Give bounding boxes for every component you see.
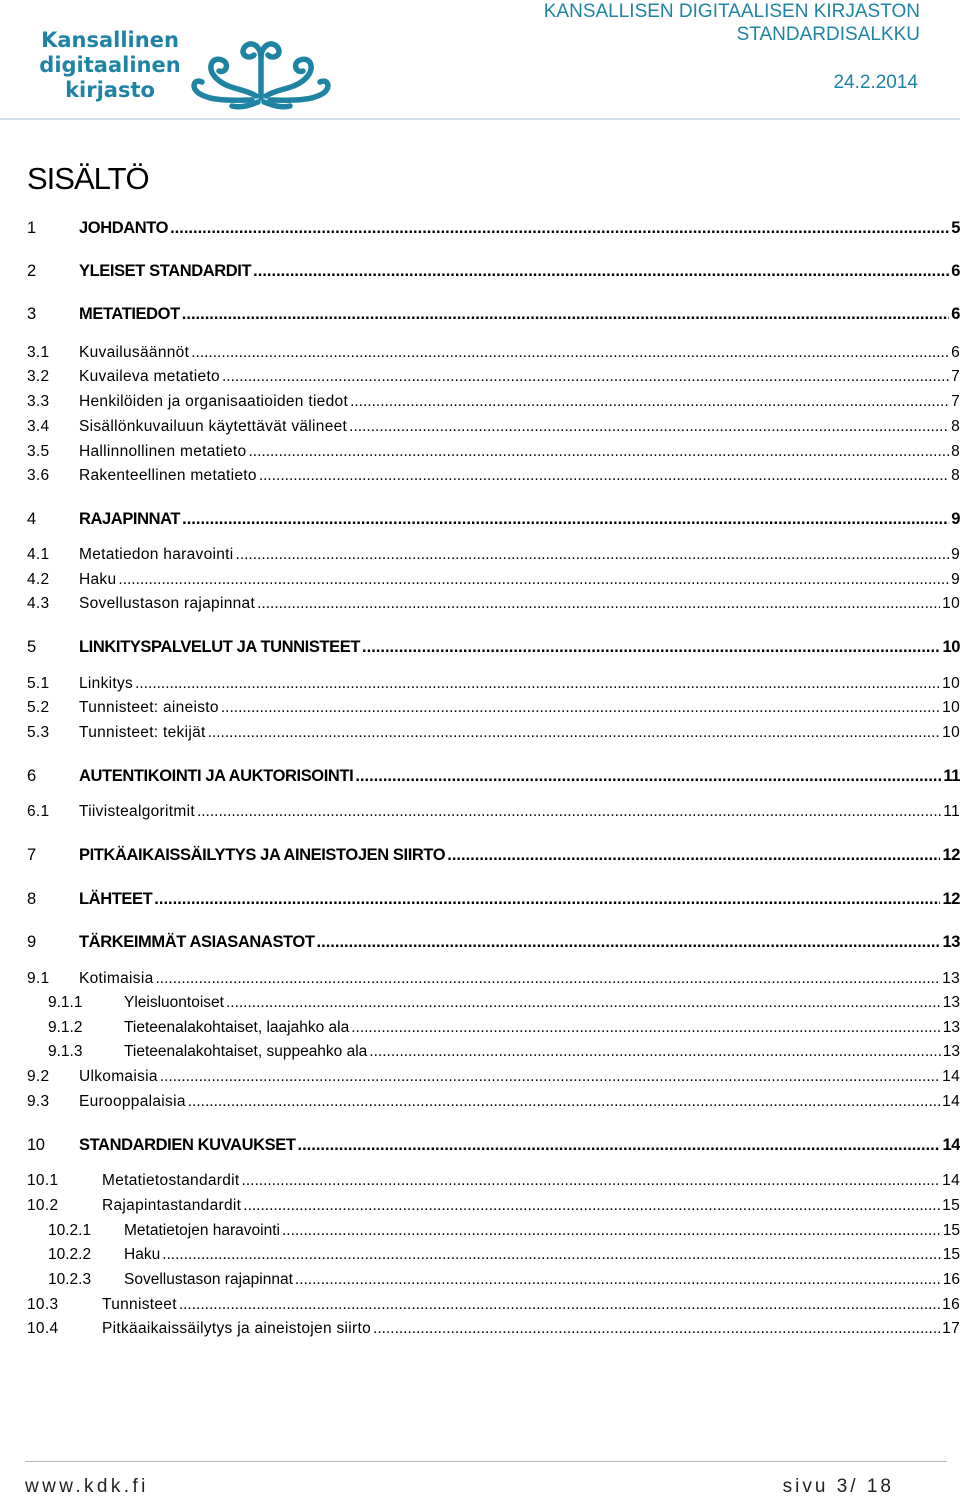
toc-entry-number: 10.2.3 — [48, 1271, 92, 1288]
toc-entry-label: Haku — [79, 571, 117, 588]
toc-dot-leader — [226, 993, 941, 1013]
toc-entry-label: Kuvaileva metatieto — [79, 368, 220, 385]
toc-entry-number: 4.3 — [27, 595, 50, 612]
toc-dot-leader — [182, 509, 949, 529]
toc-entry-number: 6.1 — [27, 803, 50, 820]
toc-entry-page: 11 — [943, 803, 960, 820]
toc-entry-section[interactable] — [27, 1067, 960, 1087]
toc-entry-page: 15 — [942, 1197, 960, 1214]
toc-entry-label: Sovellustason rajapinnat — [79, 595, 256, 612]
toc-entry-page: 10 — [942, 638, 960, 656]
toc-entry-page: 13 — [942, 1043, 960, 1060]
toc-entry-page: 15 — [942, 1222, 960, 1239]
toc-entry-label: Tunnisteet: tekijät — [79, 724, 206, 741]
toc-entry-chapter[interactable] — [27, 766, 960, 786]
toc-dot-leader — [156, 969, 941, 989]
toc-entry-section[interactable] — [27, 1171, 960, 1191]
toc-entry-label: Metatietostandardit — [102, 1172, 240, 1189]
toc-entry-label: Tunnisteet: aineisto — [79, 699, 219, 716]
toc-entry-section[interactable] — [27, 1042, 960, 1062]
toc-entry-number: 10.2.2 — [48, 1246, 92, 1263]
toc-entry-section[interactable] — [27, 392, 960, 412]
toc-entry-page: 7 — [951, 368, 960, 385]
toc-entry-section[interactable] — [27, 466, 960, 486]
footer-website[interactable]: www.kdk.fi — [25, 1476, 149, 1497]
toc-entry-number: 3.4 — [27, 418, 50, 435]
toc-entry-section[interactable] — [27, 417, 960, 437]
toc-entry-page: 17 — [942, 1320, 960, 1337]
toc-entry-number: 10.2 — [27, 1197, 59, 1214]
toc-dot-leader — [170, 218, 949, 238]
toc-entry-label: Kuvailusäännöt — [79, 344, 190, 361]
toc-entry-label: METATIEDOT — [79, 305, 180, 323]
toc-dot-leader — [197, 802, 941, 822]
toc-dot-leader — [222, 367, 949, 387]
toc-entry-number: 8 — [27, 890, 36, 908]
toc-entry-page: 7 — [951, 393, 960, 410]
toc-dot-leader — [162, 1245, 941, 1265]
logo-line: Kansallinen — [41, 28, 179, 52]
toc-entry-section[interactable] — [27, 698, 960, 718]
toc-dot-leader — [135, 674, 940, 694]
toc-entry-label: Eurooppalaisia — [79, 1093, 186, 1110]
toc-entry-label: Linkitys — [79, 675, 134, 692]
document-title: KANSALLISEN DIGITAALISEN KIRJASTON STANDARDISALKKU — [543, 1, 920, 45]
document-date: 24.2.2014 — [833, 72, 918, 93]
toc-dot-leader — [373, 1319, 940, 1339]
toc-entry-number: 10.3 — [27, 1296, 59, 1313]
kdk-logo — [30, 28, 340, 114]
toc-entry-label: LINKITYSPALVELUT JA TUNNISTEET — [79, 638, 361, 656]
toc-entry-section[interactable] — [27, 723, 960, 743]
toc-entry-label: Sovellustason rajapinnat — [124, 1271, 293, 1288]
toc-entry-number: 6 — [27, 767, 36, 785]
toc-entry-section[interactable] — [27, 969, 960, 989]
toc-entry-number: 10.1 — [27, 1172, 59, 1189]
toc-dot-leader — [349, 417, 949, 437]
toc-entry-label: AUTENTIKOINTI JA AUKTORISOINTI — [79, 767, 354, 785]
toc-entry-label: Rakenteellinen metatieto — [79, 467, 257, 484]
toc-dot-leader — [369, 1042, 940, 1062]
toc-entry-number: 4.1 — [27, 546, 50, 563]
toc-entry-label: Pitkäaikaissäilytys ja aineistojen siirto — [102, 1320, 372, 1337]
toc-entry-number: 9 — [27, 933, 36, 951]
toc-entry-page: 6 — [951, 262, 960, 280]
toc-entry-number: 9.1.1 — [48, 994, 83, 1011]
toc-entry-number: 9.2 — [27, 1068, 50, 1085]
toc-entry-number: 3 — [27, 305, 36, 323]
toc-entry-section[interactable] — [27, 1092, 960, 1112]
toc-entry-number: 5.1 — [27, 675, 50, 692]
toc-entry-number: 4 — [27, 510, 36, 528]
toc-entry-section[interactable] — [27, 1245, 960, 1265]
toc-dot-leader — [350, 392, 949, 412]
toc-entry-section[interactable] — [27, 594, 960, 614]
toc-entry-number: 3.1 — [27, 344, 50, 361]
toc-entry-page: 13 — [942, 994, 960, 1011]
toc-dot-leader — [447, 845, 940, 865]
toc-entry-page: 16 — [942, 1296, 960, 1313]
toc-dot-leader — [351, 1018, 941, 1038]
toc-entry-number: 3.5 — [27, 443, 50, 460]
toc-entry-page: 14 — [942, 1068, 960, 1085]
toc-entry-number: 3.2 — [27, 368, 50, 385]
toc-dot-leader — [317, 932, 941, 952]
toc-entry-chapter[interactable] — [27, 845, 960, 865]
toc-dot-leader — [295, 1270, 941, 1290]
toc-entry-section[interactable] — [27, 1018, 960, 1038]
toc-entry-number: 10.4 — [27, 1320, 59, 1337]
toc-entry-page: 13 — [942, 1019, 960, 1036]
toc-entry-page: 6 — [951, 344, 960, 361]
toc-entry-number: 9.1.2 — [48, 1019, 83, 1036]
toc-entry-label: LÄHTEET — [79, 890, 153, 908]
toc-entry-page: 9 — [951, 546, 960, 563]
toc-entry-label: Tunnisteet — [102, 1296, 177, 1313]
toc-entry-number: 2 — [27, 262, 36, 280]
toc-entry-label: Ulkomaisia — [79, 1068, 158, 1085]
toc-entry-section[interactable] — [27, 367, 960, 387]
toc-entry-page: 14 — [942, 1136, 960, 1154]
toc-entry-chapter[interactable] — [27, 509, 960, 529]
toc-entry-number: 3.6 — [27, 467, 50, 484]
toc-entry-section[interactable] — [27, 442, 960, 462]
toc-entry-page: 9 — [951, 510, 960, 528]
toc-entry-page: 13 — [942, 933, 960, 951]
toc-entry-chapter[interactable] — [27, 304, 960, 324]
toc-entry-section[interactable] — [27, 545, 960, 565]
toc-dot-leader — [243, 1196, 940, 1216]
toc-entry-label: Sisällönkuvailuun käytettävät välineet — [79, 418, 348, 435]
toc-entry-label: Yleisluontoiset — [124, 994, 224, 1011]
toc-entry-section[interactable] — [27, 1221, 960, 1241]
toc-entry-label: YLEISET STANDARDIT — [79, 262, 252, 280]
toc-entry-chapter[interactable] — [27, 218, 960, 238]
toc-entry-page: 12 — [942, 846, 960, 864]
toc-entry-page: 5 — [951, 219, 960, 237]
toc-entry-page: 10 — [942, 699, 960, 716]
toc-dot-leader — [236, 545, 950, 565]
toc-entry-label: Tieteenalakohtaiset, suppeahko ala — [124, 1043, 368, 1060]
logo-line: digitaalinen — [39, 53, 181, 77]
toc-entry-page: 14 — [942, 1172, 960, 1189]
toc-entry-label: PITKÄAIKAISSÄILYTYS JA AINEISTOJEN SIIRTO — [79, 846, 446, 864]
logo-wordmark — [30, 28, 190, 103]
toc-entry-number: 5.3 — [27, 724, 50, 741]
footer-page-indicator: sivu 3/ 18 — [782, 1476, 894, 1497]
toc-entry-section[interactable] — [27, 343, 960, 363]
toc-entry-chapter[interactable] — [27, 1135, 960, 1155]
toc-entry-page: 8 — [951, 418, 960, 435]
toc-dot-leader — [259, 466, 949, 486]
toc-entry-page: 9 — [951, 571, 960, 588]
toc-dot-leader — [298, 1135, 941, 1155]
toc-dot-leader — [253, 261, 949, 281]
toc-entry-chapter[interactable] — [27, 637, 960, 657]
header-divider — [0, 118, 960, 120]
toc-entry-page: 13 — [942, 970, 960, 987]
toc-entry-number: 9.1 — [27, 970, 50, 987]
toc-entry-section[interactable] — [27, 1295, 960, 1315]
toc-dot-leader — [191, 343, 949, 363]
toc-entry-page: 10 — [942, 595, 960, 612]
toc-entry-section[interactable] — [27, 674, 960, 694]
toc-entry-label: Henkilöiden ja organisaatioiden tiedot — [79, 393, 349, 410]
toc-entry-label: JOHDANTO — [79, 219, 169, 237]
toc-dot-leader — [179, 1295, 940, 1315]
toc-entry-section[interactable] — [27, 570, 960, 590]
toc-entry-label: Hallinnollinen metatieto — [79, 443, 247, 460]
toc-entry-number: 9.1.3 — [48, 1043, 83, 1060]
toc-entry-number: 5.2 — [27, 699, 50, 716]
toc-entry-section[interactable] — [27, 1270, 960, 1290]
toc-entry-label: TÄRKEIMMÄT ASIASANASTOT — [79, 933, 315, 951]
toc-entry-label: Metatietojen haravointi — [124, 1222, 280, 1239]
toc-dot-leader — [221, 698, 940, 718]
toc-entry-label: Metatiedon haravointi — [79, 546, 234, 563]
toc-entry-number: 5 — [27, 638, 36, 656]
toc-dot-leader — [160, 1067, 940, 1087]
toc-dot-leader — [182, 304, 949, 324]
toc-entry-page: 6 — [951, 305, 960, 323]
toc-entry-section[interactable] — [27, 1319, 960, 1339]
toc-entry-number: 1 — [27, 219, 36, 237]
toc-entry-section[interactable] — [27, 802, 960, 822]
toc-entry-page: 14 — [942, 1093, 960, 1110]
toc-entry-label: Haku — [124, 1246, 161, 1263]
toc-entry-section[interactable] — [27, 1196, 960, 1216]
toc-entry-page: 8 — [951, 467, 960, 484]
toc-entry-label: STANDARDIEN KUVAUKSET — [79, 1136, 296, 1154]
toc-entry-label: Kotimaisia — [79, 970, 154, 987]
toc-entry-number: 7 — [27, 846, 36, 864]
toc-entry-chapter[interactable] — [27, 932, 960, 952]
toc-entry-page: 11 — [943, 767, 960, 785]
toc-dot-leader — [257, 594, 940, 614]
logo-swirl-icon — [186, 30, 336, 110]
toc-entry-number: 10.2.1 — [48, 1222, 92, 1239]
logo-line: kirjasto — [65, 78, 155, 102]
toc-entry-label: RAJAPINNAT — [79, 510, 181, 528]
toc-dot-leader — [208, 723, 941, 743]
toc-entry-section[interactable] — [27, 993, 960, 1013]
toc-entry-chapter[interactable] — [27, 889, 960, 909]
toc-entry-page: 15 — [942, 1246, 960, 1263]
toc-dot-leader — [248, 442, 949, 462]
toc-heading: SISÄLTÖ — [27, 161, 149, 196]
toc-entry-page: 10 — [942, 724, 960, 741]
toc-entry-label: Tieteenalakohtaiset, laajahko ala — [124, 1019, 350, 1036]
toc-entry-page: 16 — [942, 1271, 960, 1288]
toc-entry-page: 12 — [942, 890, 960, 908]
footer-divider — [25, 1461, 947, 1462]
toc-entry-chapter[interactable] — [27, 261, 960, 281]
toc-dot-leader — [118, 570, 949, 590]
toc-entry-number: 9.3 — [27, 1093, 50, 1110]
toc-entry-number: 4.2 — [27, 571, 50, 588]
toc-entry-label: Rajapintastandardit — [102, 1197, 242, 1214]
toc-dot-leader — [242, 1171, 941, 1191]
toc-entry-page: 8 — [951, 443, 960, 460]
toc-dot-leader — [282, 1221, 941, 1241]
toc-entry-page: 10 — [942, 675, 960, 692]
toc-entry-label: Tiivistealgoritmit — [79, 803, 195, 820]
toc-entry-number: 3.3 — [27, 393, 50, 410]
toc-dot-leader — [188, 1092, 940, 1112]
toc-dot-leader — [362, 637, 940, 657]
toc-dot-leader — [355, 766, 941, 786]
toc-dot-leader — [154, 889, 940, 909]
toc-entry-number: 10 — [27, 1136, 45, 1154]
